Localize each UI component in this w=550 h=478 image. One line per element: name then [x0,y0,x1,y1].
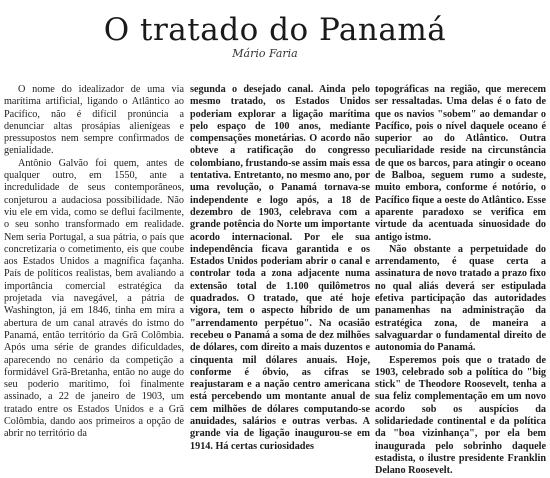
paragraph: Não obstante a perpetuidade do arrendamento, é quase certa a assinatura de novo tratado a prazo fixo no qual aliás deverá ser estipulada efetiva participação das autoridades panamenhas na administração da estratégica zona, de maneira a salvaguardar o fundamental direito de autonomia do Panamá. [375,243,546,354]
paragraph: segunda o desejado canal. Ainda pelo mesmo tratado, os Estados Unidos poderiam explorar a ligação marítima pelo espaço de 100 anos, mediante compensações monetárias. O acordo não obteve a ratificação do congresso colombiano, frustando-se assim mais essa tentativa. Entretanto, no mesmo ano, por uma revolução, o Panamá tornava-se independente e logo após, a 18 de dezembro de 1903, celebrava com a grande potência do Norte um importante acordo internacional. Por ele sua independência ficava garantida e os Estados Unidos poderiam abrir o canal e controlar toda a zona adjacente numa extensão total de 1.100 quilômetros quadrados. O tratado, que até hoje vigora, tem o aspecto híbrido de um "arrendamento perpétuo". Na ocasião recebeu o Panamá a soma de dez milhões de dólares, com direito a mais duzentos e cinquenta mil dólares anuais. Hoje, conforme é óbvio, as cifras se reajustaram e a nação centro americana está percebendo um montante anual de cem milhões de dólares computando-se anuidades, salários e outras verbas. A grande via de ligação inaugurou-se em 1914. Há certas curiosidades [190,84,370,452]
paragraph: topográficas na região, que merecem ser ressaltadas. Uma delas é o fato de que os navios "sobem" ao demandar o Pacífico, pois o nível daquele oceano é superior ao do Atlântico. Outra peculiaridade reside na circunstância de que os barcos, para atingir o oceano de Balboa, seguem rumo a sudeste, muito embora, conforme é notório, o Pacífico fique a oeste do Atlântico. Esse aparente paradoxo se verifica em virtude da acentuada sinuosidade do antigo istmo. [375,84,546,243]
article-column-3 [375,84,546,478]
paragraph: O nome do idealizador de uma via marítima artificial, ligando o Atlântico ao Pacífico, não é difícil pronúncia a denunciar altas prosápias alienígeas e pressupostos nem sempre confirmados de genialidade. [4,84,184,157]
paragraph: Esperemos pois que o tratado de 1903, celebrado sob a política do "big stick" de Theodore Roosevelt, tenha a sua feliz complementação em um novo acordo sob os auspícios da solidariedade continental e da política da "boa vizinhança", por ela bem inaugurada pelo sobrinho daquele estadista, o ilustre presidente Franklin Delano Roosevelt. [375,354,546,477]
article-column-1 [4,84,184,441]
article-byline: Mário Faria [232,47,298,60]
paragraph: Antônio Galvão foi quem, antes de qualquer outro, em 1550, ante a incredulidade de seus contemporâneos, conjeturou a audaciosa possibilidade. Não viu ele em vida, como se deflui facilmente, o seu sonho transformado em realidade. Nem seria Portugal, a sua pátria, o país que concretizaria o cometimento, eis que coube aos Estados Unidos a magnífica façanha. País de políticos realistas, bem avaliando a importância comercial estratégica da projetada via navegável, a pátria de Washington, já em 1846, tinha em mira a abertura de um canal através do istmo do Panamá, então território da Grã Colômbia. Após uma série de grandes dificuldades, aparecendo no cenário da competição a formidável Grã-Bretanha, então no auge do seu poderio marítimo, foi finalmente assinado, a 22 de janeiro de 1903, um tratado entre os Estados Unidos e a Grã Colômbia, dando aos primeiros a opção de abrir no território da [4,157,184,440]
article-title: O tratado do Panamá [103,12,447,48]
article-column-2 [190,84,370,453]
